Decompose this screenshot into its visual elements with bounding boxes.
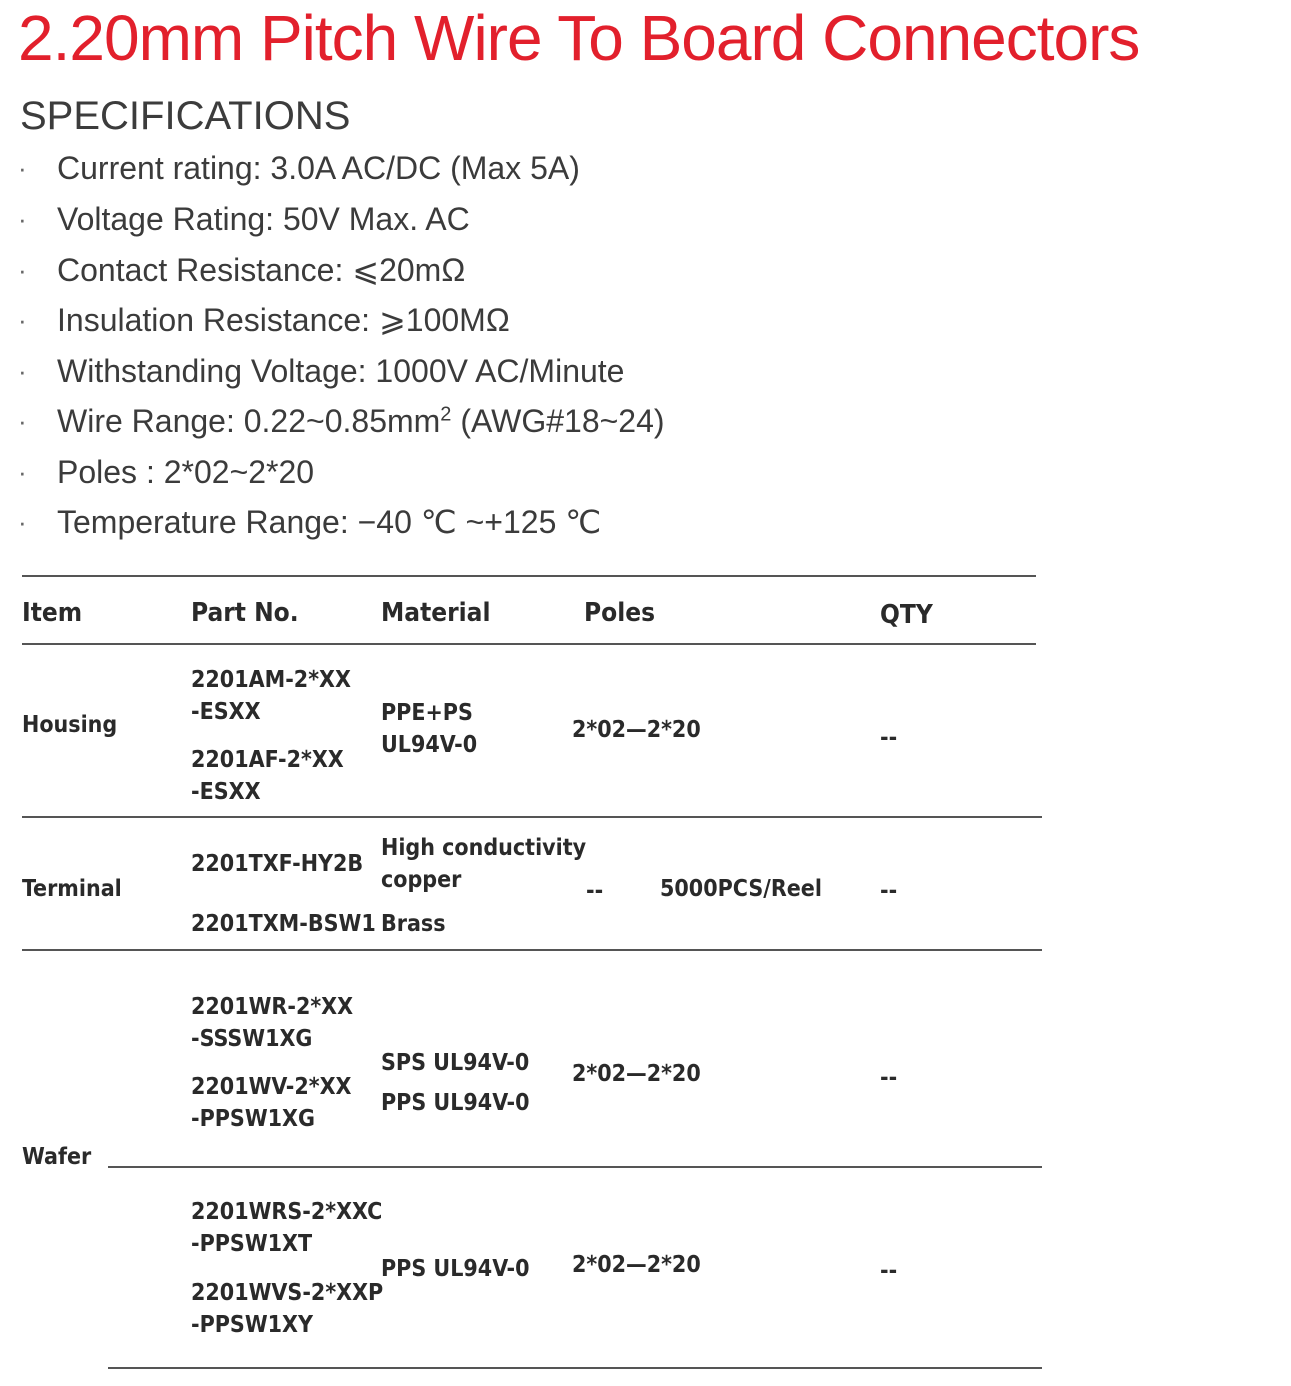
spec-item: [18, 199, 918, 243]
part-no-cell: 2201WR-2*XX: [191, 994, 354, 1020]
spec-item: [18, 502, 918, 546]
spec-item-text: Current rating: 3.0A AC/DC (Max 5A): [57, 150, 580, 186]
qty-cell: --: [880, 1258, 898, 1284]
spec-item: [18, 300, 918, 344]
header-item: Item: [22, 598, 83, 628]
spec-item: [18, 401, 918, 445]
spec-item-text: Insulation Resistance: ⩾100MΩ: [57, 302, 510, 338]
item-cell: Wafer: [22, 1144, 92, 1170]
item-cell: Terminal: [22, 876, 122, 902]
header-poles: Poles: [584, 598, 656, 628]
bullet: ·: [18, 356, 27, 386]
part-no-cell: -ESXX: [191, 779, 261, 805]
spec-item-text: Temperature Range: −40 ℃ ~+125 ℃: [57, 504, 602, 540]
material-cell: PPS UL94V-0: [381, 1090, 530, 1116]
spec-item-text: Poles : 2*02~2*20: [57, 454, 315, 490]
material-cell: PPE+PS: [381, 700, 473, 726]
part-no-cell: -SSSW1XG: [191, 1026, 313, 1052]
part-no-cell: 2201WVS-2*XXP: [191, 1280, 384, 1306]
part-no-cell: 2201TXM-BSW1: [191, 911, 376, 937]
part-no-cell: 2201TXF-HY2B: [191, 851, 364, 877]
spec-item-text: [57, 401, 665, 441]
material-cell: PPS UL94V-0: [381, 1256, 530, 1282]
spec-item: [18, 351, 918, 395]
specifications-heading: SPECIFICATIONS: [20, 94, 351, 138]
table-bottom-rule: [108, 1367, 1042, 1369]
part-no-cell: -PPSW1XG: [191, 1106, 315, 1132]
table-top-rule: [22, 575, 1036, 577]
bullet: ·: [18, 457, 27, 487]
header-material: Material: [381, 598, 491, 628]
spec-item: [18, 148, 918, 192]
bullet: ·: [18, 255, 27, 285]
part-no-cell: 2201AF-2*XX: [191, 747, 344, 773]
material-cell: SPS UL94V-0: [381, 1050, 530, 1076]
material-cell: High conductivity: [381, 835, 587, 861]
row-divider: [22, 816, 1042, 818]
row-divider: [22, 949, 1042, 951]
part-no-cell: 2201WRS-2*XXC: [191, 1199, 383, 1225]
header-rule: [22, 643, 1036, 645]
qty-cell: --: [880, 878, 898, 904]
item-cell: Housing: [22, 712, 118, 738]
wire-range-text: Wire Range: 0.22~0.85mm: [57, 403, 441, 439]
qty-cell: --: [880, 725, 898, 751]
bullet: ·: [18, 507, 27, 537]
part-no-cell: -ESXX: [191, 699, 261, 725]
part-no-cell: 2201AM-2*XX: [191, 667, 351, 693]
poles-cell: 2*02—2*20: [572, 717, 701, 743]
sub-row-divider: [108, 1166, 1042, 1168]
spec-item-text: Contact Resistance: ⩽20mΩ: [57, 252, 466, 288]
material-cell: UL94V-0: [381, 732, 478, 758]
spec-item: [18, 250, 918, 294]
material-cell: copper: [381, 867, 462, 893]
header-qty: QTY: [880, 600, 933, 630]
part-no-cell: -PPSW1XT: [191, 1231, 313, 1257]
packing-cell: 5000PCS/Reel: [660, 876, 822, 902]
header-part-no: Part No.: [191, 598, 299, 628]
qty-cell: --: [880, 1065, 898, 1091]
page-title: 2.20mm Pitch Wire To Board Connectors: [18, 2, 1140, 74]
part-no-cell: -PPSW1XY: [191, 1312, 313, 1338]
bullet: ·: [18, 153, 27, 183]
material-cell: Brass: [381, 911, 446, 937]
poles-cell: --: [586, 878, 604, 904]
spec-item: [18, 452, 918, 496]
poles-cell: 2*02—2*20: [572, 1061, 701, 1087]
bullet: ·: [18, 406, 27, 436]
spec-item-text: Voltage Rating: 50V Max. AC: [57, 201, 470, 237]
poles-cell: 2*02—2*20: [572, 1252, 701, 1278]
superscript: 2: [440, 403, 452, 426]
part-no-cell: 2201WV-2*XX: [191, 1074, 352, 1100]
bullet: ·: [18, 305, 27, 335]
spec-item-text: Withstanding Voltage: 1000V AC/Minute: [57, 353, 625, 389]
bullet: ·: [18, 204, 27, 234]
wire-range-suffix: (AWG#18~24): [451, 403, 665, 439]
